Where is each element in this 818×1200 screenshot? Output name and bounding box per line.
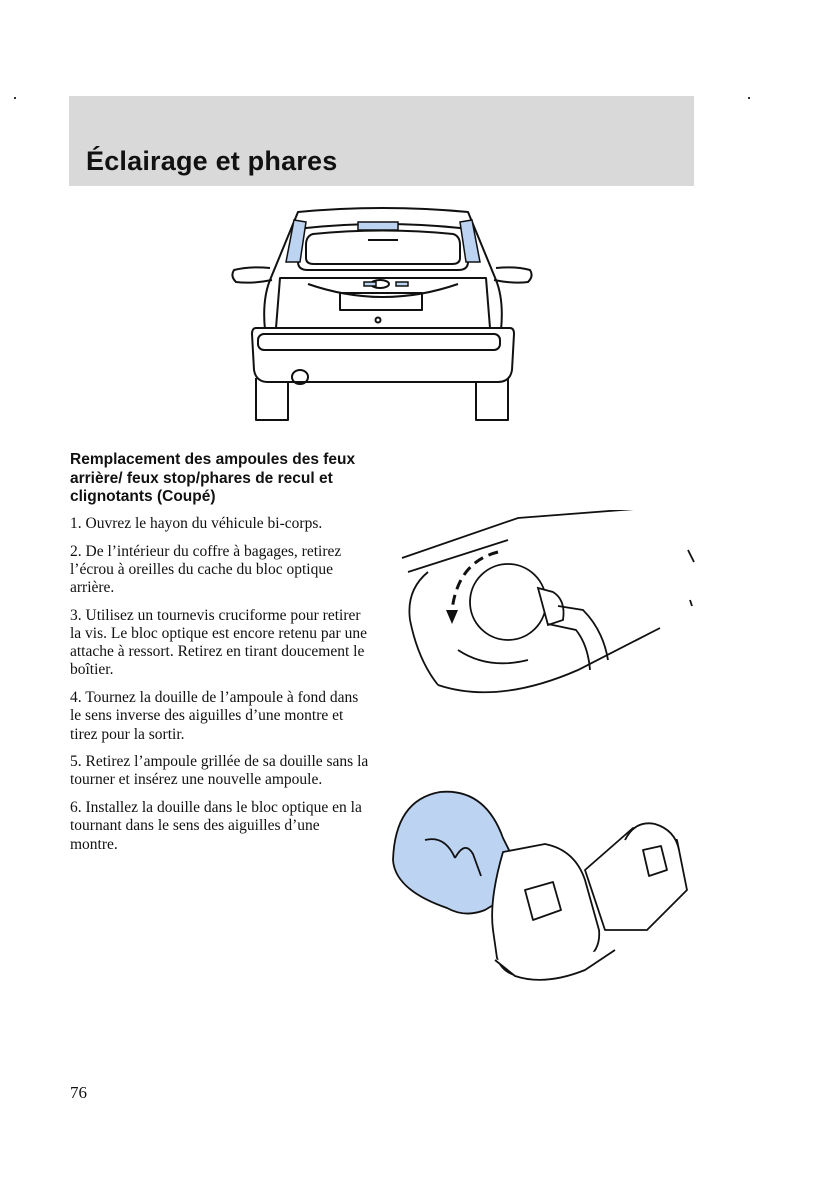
chapter-header [69, 96, 694, 186]
step-item: 5. Retirez l’ampoule grillée de sa douille sans la tourner et insérez une nouvelle ampoule. [70, 753, 369, 789]
car-rear-illustration [228, 200, 538, 425]
instruction-steps [70, 515, 370, 863]
crop-mark-left [14, 97, 16, 99]
bulb-socket-rotation-illustration [398, 510, 698, 705]
step-item: 1. Ouvrez le hayon du véhicule bi-corps. [70, 515, 323, 532]
page-number: 76 [70, 1083, 87, 1102]
bulb-replacement-illustration [385, 780, 697, 1000]
step-item: 3. Utilisez un tournevis cruciforme pour retirer la vis. Le bloc optique est encore retenu par une attache à ressort. Retirez en tirant doucement le boîtier. [70, 606, 367, 679]
section-heading: Remplacement des ampoules des feux arrière/ feux stop/phares de recul et clignotants (Coupé) [70, 451, 356, 505]
crop-mark-right [748, 97, 750, 99]
step-item: 6. Installez la douille dans le bloc optique en la tournant dans le sens des aiguilles d’une montre. [70, 799, 362, 853]
step-item: 4. Tournez la douille de l’ampoule à fond dans le sens inverse des aiguilles d’une montre et tirez pour la sortir. [70, 689, 359, 743]
step-item: 2. De l’intérieur du coffre à bagages, retirez l’écrou à oreilles du cache du bloc optique arrière. [70, 542, 342, 597]
chapter-title: Éclairage et phares [86, 146, 338, 176]
